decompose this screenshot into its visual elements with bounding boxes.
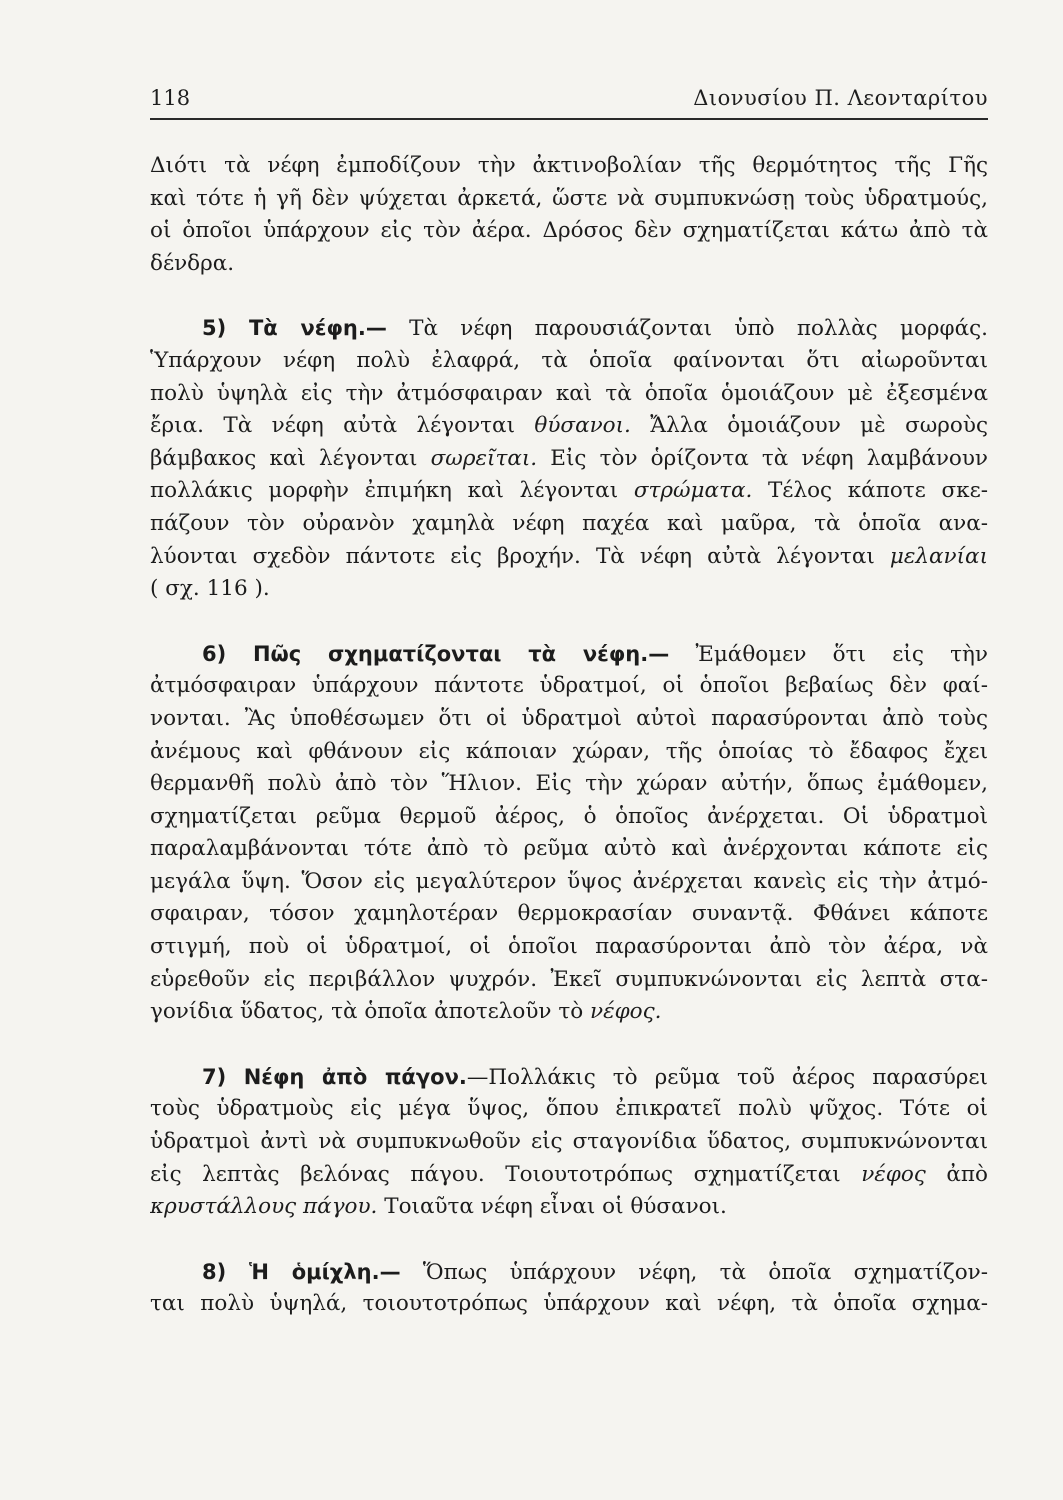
text-line: καὶ τότε ἡ γῆ δὲν ψύχεται ἀρκετά, ὥστε νὰ συμπυκνώσῃ τοὺς ὑδρατμούς, xyxy=(150,185,988,211)
text-line: ὑδρατμοὶ ἀντὶ νὰ συμπυκνωθοῦν εἰς σταγονίδια ὕδατος, συμπυκνώνονται xyxy=(150,1129,988,1155)
text-line: βάμβακος καὶ λέγονται σωρεῖται. Εἰς τὸν ὁρίζοντα τὰ νέφη λαμβάνουν xyxy=(150,445,988,471)
text-line: γονίδια ὕδατος, τὰ ὁποῖα ἀποτελοῦν τὸ νέφος. xyxy=(150,999,662,1025)
running-header xyxy=(150,84,988,120)
term-nefos: νέφος. xyxy=(590,999,662,1025)
text-line: πολὺ ὑψηλὰ εἰς τὴν ἀτμόσφαιραν καὶ τὰ ὁποῖα ὁμοιάζουν μὲ ἐξεσμένα xyxy=(150,380,988,406)
running-title: Διονυσίου Π. Λεονταρίτου xyxy=(693,86,988,110)
section-7-heading: 7) Νέφη ἀπὸ πάγον. xyxy=(202,1064,467,1089)
text-line: τοὺς ὑδρατμοὺς εἰς μέγα ὕψος, ὅπου ἐπικρατεῖ πολὺ ψῦχος. Τότε οἱ xyxy=(150,1096,988,1122)
page-number: 118 xyxy=(150,86,191,110)
term-krystallous-pagou: κρυστάλλους πάγου. xyxy=(150,1194,378,1220)
term-soreitai: σωρεῖται. xyxy=(430,445,538,471)
text-line: σχηματίζεται ρεῦμα θερμοῦ ἀέρος, ὁ ὁποῖος ἀνέρχεται. Οἱ ὑδρατμοὶ xyxy=(150,803,988,829)
text-line: πολλάκις μορφὴν ἐπιμήκη καὶ λέγονται στρώματα. Τέλος κάποτε σκε- xyxy=(150,478,988,504)
term-thysanoi: θύσανοι. xyxy=(534,413,631,439)
term-melaniai: μελανίαι xyxy=(889,543,988,569)
text-line: Διότι τὰ νέφη ἐμποδίζουν τὴν ἀκτινοβολίαν τῆς θερμότητος τῆς Γῆς xyxy=(150,153,988,178)
text-line: σφαιραν, τόσον χαμηλοτέραν θερμοκρασίαν συναντᾷ. Φθάνει κάποτε xyxy=(150,901,988,927)
term-stromata: στρώματα. xyxy=(633,478,753,504)
section-8-first-line: 8) Ἡ ὁμίχλη.— Ὅπως ὑπάρχουν νέφη, τὰ ὁποῖα σχηματίζον- xyxy=(202,1259,988,1285)
text-line: Ὑπάρχουν νέφη πολὺ ἐλαφρά, τὰ ὁποῖα φαίνονται ὅτι αἰωροῦνται xyxy=(150,347,988,373)
section-5-heading: 5) Τὰ νέφη.— xyxy=(202,316,387,341)
section-6-first-line: 6) Πῶς σχηματίζονται τὰ νέφη.— Ἐμάθομεν ὅτι εἰς τὴν xyxy=(202,641,988,667)
text-line: στιγμή, ποὺ οἱ ὑδρατμοί, οἱ ὁποῖοι παρασύρονται ἀπὸ τὸν ἀέρα, νὰ xyxy=(150,934,988,960)
text-line: οἱ ὁποῖοι ὑπάρχουν εἰς τὸν ἀέρα. Δρόσος δὲν σχηματίζεται κάτω ἀπὸ τὰ xyxy=(150,218,988,244)
text-line: ἔρια. Τὰ νέφη αὐτὰ λέγονται θύσανοι. Ἄλλα ὁμοιάζουν μὲ σωροὺς xyxy=(150,413,988,439)
section-5-first-line: 5) Τὰ νέφη.— Τὰ νέφη παρουσιάζονται ὑπὸ πολλὰς μορφάς. xyxy=(202,316,988,342)
text-line: εὑρεθοῦν εἰς περιβάλλον ψυχρόν. Ἐκεῖ συμπυκνώνονται εἰς λεπτὰ στα- xyxy=(150,966,988,992)
text-line: παραλαμβάνονται τότε ἀπὸ τὸ ρεῦμα αὐτὸ καὶ ἀνέρχονται κάποτε εἰς xyxy=(150,836,988,862)
text-line: μεγάλα ὕψη. Ὅσον εἰς μεγαλύτερον ὕψος ἀνέρχεται κανεὶς εἰς τὴν ἀτμό- xyxy=(150,868,988,894)
section-7-first-line: 7) Νέφη ἀπὸ πάγον.—Πολλάκις τὸ ρεῦμα τοῦ ἀέρος παρασύρει xyxy=(202,1064,988,1090)
term-nefos-2: νέφος xyxy=(861,1161,926,1187)
section-6-heading: 6) Πῶς σχηματίζονται τὰ νέφη.— xyxy=(202,641,670,666)
text-line: ἀνέμους καὶ φθάνουν εἰς κάποιαν χώραν, τῆς ὁποίας τὸ ἔδαφος ἔχει xyxy=(150,738,988,764)
figure-reference: ( σχ. 116 ). xyxy=(150,576,270,602)
text-line: ἀτμόσφαιραν ὑπάρχουν πάντοτε ὑδρατμοί, οἱ ὁποῖοι βεβαίως δὲν φαί- xyxy=(150,673,988,699)
text-line: δένδρα. xyxy=(150,250,235,276)
section-8-heading: 8) Ἡ ὁμίχλη.— xyxy=(202,1259,401,1284)
body-text xyxy=(150,150,988,1321)
text-line: θερμανθῆ πολὺ ἀπὸ τὸν Ἥλιον. Εἰς τὴν χώραν αὐτήν, ὅπως ἐμάθομεν, xyxy=(150,771,988,797)
text-line: νονται. Ἂς ὑποθέσωμεν ὅτι οἱ ὑδρατμοὶ αὐτοὶ παρασύρονται ἀπὸ τοὺς xyxy=(150,705,988,731)
text-line: ται πολὺ ὑψηλά, τοιουτοτρόπως ὑπάρχουν καὶ νέφη, τὰ ὁποῖα σχημα- xyxy=(150,1291,988,1317)
text-line: λύονται σχεδὸν πάντοτε εἰς βροχήν. Τὰ νέφη αὐτὰ λέγονται μελανίαι xyxy=(150,543,988,569)
text-line: πάζουν τὸν οὐρανὸν χαμηλὰ νέφη παχέα καὶ μαῦρα, τὰ ὁποῖα ανα- xyxy=(150,510,988,536)
text-line: εἰς λεπτὰς βελόνας πάγου. Τοιουτοτρόπως σχηματίζεται νέφος ἀπὸ xyxy=(150,1161,988,1187)
text-line: κρυστάλλους πάγου. Τοιαῦτα νέφη εἶναι οἱ θύσανοι. xyxy=(150,1194,727,1220)
